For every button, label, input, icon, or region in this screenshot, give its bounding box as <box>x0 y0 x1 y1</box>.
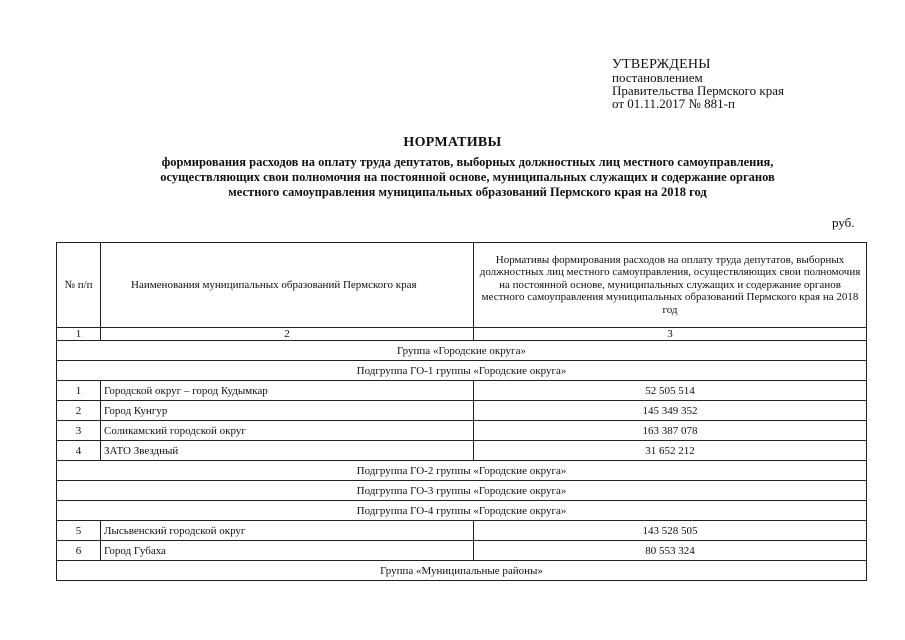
subgroup-row <box>57 481 867 501</box>
group-label: Группа «Муниципальные районы» <box>57 561 867 581</box>
table-row <box>57 521 867 541</box>
subgroup-row <box>57 361 867 381</box>
table-row <box>57 421 867 441</box>
column-number: 2 <box>101 328 474 341</box>
subtitle-line: осуществляющих свои полномочия на постоянной основе, муниципальных служащих и содержание органов <box>160 170 775 184</box>
header-municipality: Наименования муниципальных образований Пермского края <box>101 243 474 328</box>
header-norm: Нормативы формирования расходов на оплату труда депутатов, выборных должностных лиц местного самоуправления, осуществляющих свои полномочия на постоянной основе, муниципальных служащих и содержание органов местного самоуправления муниципальных образований Пермского края на 2018 год <box>474 243 867 328</box>
approval-line: от 01.11.2017 № 881-п <box>612 96 735 111</box>
table-row <box>57 441 867 461</box>
row-municipality: Городской округ – город Кудымкар <box>101 381 474 401</box>
subgroup-label: Подгруппа ГО-4 группы «Городские округа» <box>57 501 867 521</box>
subgroup-label: Подгруппа ГО-3 группы «Городские округа» <box>57 481 867 501</box>
row-number: 3 <box>57 421 101 441</box>
row-number: 4 <box>57 441 101 461</box>
table-row <box>57 541 867 561</box>
approval-stamp <box>612 58 784 110</box>
group-row <box>57 561 867 581</box>
row-value: 31 652 212 <box>474 441 867 461</box>
column-number: 1 <box>57 328 101 341</box>
row-value: 52 505 514 <box>474 381 867 401</box>
document-title: НОРМАТИВЫ <box>403 135 502 150</box>
row-municipality: Город Губаха <box>101 541 474 561</box>
approval-line: Правительства Пермского края <box>612 83 784 98</box>
currency-unit: руб. <box>832 215 855 230</box>
subgroup-label: Подгруппа ГО-1 группы «Городские округа» <box>57 361 867 381</box>
table-header-row <box>57 243 867 328</box>
subgroup-label: Подгруппа ГО-2 группы «Городские округа» <box>57 461 867 481</box>
row-value: 143 528 505 <box>474 521 867 541</box>
subgroup-row <box>57 501 867 521</box>
row-municipality: Соликамский городской округ <box>101 421 474 441</box>
subtitle-line: формирования расходов на оплату труда депутатов, выборных должностных лиц местного самоуправления, <box>161 155 774 169</box>
approval-heading: УТВЕРЖДЕНЫ <box>612 57 711 72</box>
column-number: 3 <box>474 328 867 341</box>
column-number-row <box>57 328 867 341</box>
row-municipality: Лысьвенский городской округ <box>101 521 474 541</box>
group-row <box>57 341 867 361</box>
row-number: 1 <box>57 381 101 401</box>
table-row <box>57 381 867 401</box>
row-value: 145 349 352 <box>474 401 867 421</box>
row-number: 6 <box>57 541 101 561</box>
subgroup-row <box>57 461 867 481</box>
row-value: 80 553 324 <box>474 541 867 561</box>
table-row <box>57 401 867 421</box>
group-label: Группа «Городские округа» <box>57 341 867 361</box>
row-number: 2 <box>57 401 101 421</box>
row-number: 5 <box>57 521 101 541</box>
document-subtitle <box>80 155 855 200</box>
header-number: № п/п <box>57 243 101 328</box>
approval-line: постановлением <box>612 70 703 85</box>
row-value: 163 387 078 <box>474 421 867 441</box>
norms-table <box>56 242 867 581</box>
subtitle-line: местного самоуправления муниципальных образований Пермского края на 2018 год <box>228 185 707 199</box>
row-municipality: ЗАТО Звездный <box>101 441 474 461</box>
row-municipality: Город Кунгур <box>101 401 474 421</box>
